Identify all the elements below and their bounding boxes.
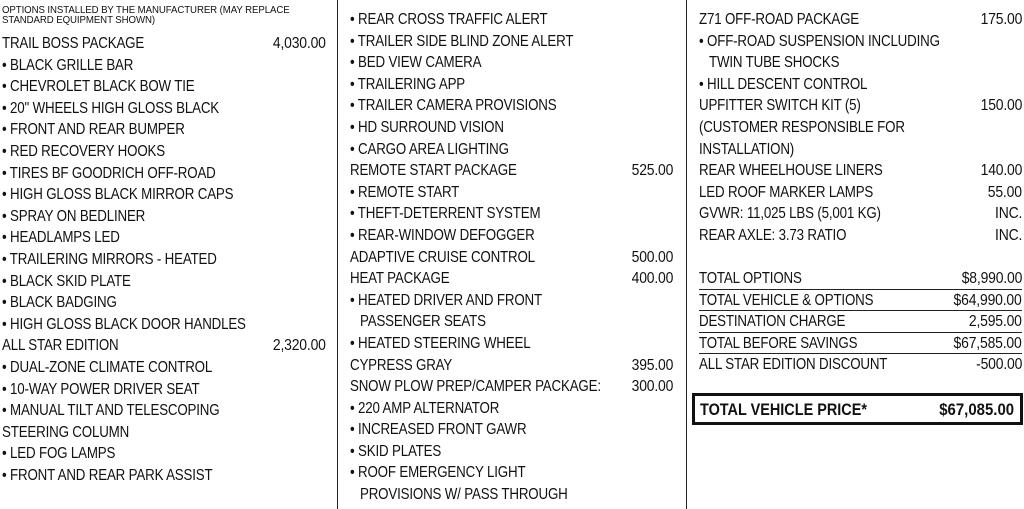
option-line [699,225,1022,247]
discount-label: ALL STAR EDITION DISCOUNT [699,356,888,373]
totals-section [699,268,1022,354]
option-text: • HEATED STEERING WHEEL [350,334,531,352]
option-line [2,465,326,487]
option-line [2,206,326,228]
option-line [2,379,326,401]
option-line [699,31,1022,53]
option-line [2,184,326,206]
option-line [350,139,673,161]
option-text: • HILL DESCENT CONTROL [699,75,868,93]
option-line [2,33,326,55]
option-line [350,441,673,463]
option-text: UPFITTER SWITCH KIT (5) [699,97,861,115]
option-text: CYPRESS GRAY [350,356,453,374]
total-vehicle-price-box [692,393,1023,425]
option-text: • HEATED DRIVER AND FRONT [350,291,542,309]
option-text: • SKID PLATES [350,442,442,460]
option-line [2,314,326,336]
column-divider [337,0,338,509]
option-price: 525.00 [631,162,673,180]
option-line [699,52,1022,74]
option-text: • TRAILERING APP [350,75,466,93]
option-text: PROVISIONS W/ PASS THROUGH [360,486,568,504]
option-line [2,119,326,141]
option-line [2,443,326,465]
option-text: • 20" WHEELS HIGH GLOSS BLACK [2,99,220,117]
option-price: 395.00 [631,356,673,374]
option-text: GVWR: 11,025 LBS (5,001 KG) [699,205,881,223]
option-line [350,95,673,117]
totals-list [699,268,1022,354]
option-line [2,357,326,379]
options-column-3 [699,9,1022,247]
option-text: • BED VIEW CAMERA [350,54,482,72]
option-line [699,182,1022,204]
totals-row [699,290,1022,312]
option-text: • TRAILERING MIRRORS - HEATED [2,250,217,268]
option-line [2,249,326,271]
option-line [350,419,673,441]
option-line [2,55,326,77]
option-price: 140.00 [980,162,1022,180]
totals-amount: $64,990.00 [953,291,1022,309]
totals-amount: $67,585.00 [953,334,1022,352]
options-list-3 [699,9,1022,247]
option-text: ALL STAR EDITION [2,337,119,355]
option-line [699,9,1022,31]
totals-label: TOTAL BEFORE SAVINGS [699,334,858,352]
option-price: 2,320.00 [273,337,326,355]
option-text: REAR WHEELHOUSE LINERS [699,162,883,180]
option-price: 400.00 [631,270,673,288]
totals-label: TOTAL OPTIONS [699,270,802,287]
option-text: • ROOF EMERGENCY LIGHT [350,464,526,482]
option-line [2,227,326,249]
option-line [699,74,1022,96]
option-line [350,160,673,182]
option-line [699,139,1022,161]
total-vehicle-price-label: TOTAL VEHICLE PRICE* [700,400,868,419]
option-text: • 220 AMP ALTERNATOR [350,399,500,417]
options-list-2 [350,9,673,506]
option-text: Z71 OFF-ROAD PACKAGE [699,11,860,28]
option-text: • TRAILER CAMERA PROVISIONS [350,97,557,115]
option-price: 500.00 [631,248,673,266]
option-line [350,290,673,312]
option-line [2,163,326,185]
option-line [350,484,673,506]
option-text: • BLACK GRILLE BAR [2,56,134,74]
option-line [350,268,673,290]
option-line [350,311,673,333]
option-line [350,203,673,225]
totals-amount: 2,595.00 [969,313,1022,331]
option-line [350,462,673,484]
option-line [699,203,1022,225]
option-line [350,247,673,269]
option-line [350,333,673,355]
option-text: HEAT PACKAGE [350,270,450,288]
option-text: • OFF-ROAD SUSPENSION INCLUDING [699,32,940,50]
option-text: • CARGO AREA LIGHTING [350,140,509,158]
option-line [2,141,326,163]
option-text: • BLACK SKID PLATE [2,272,131,290]
option-line [2,335,326,357]
option-text: • RED RECOVERY HOOKS [2,142,165,160]
option-line [2,98,326,120]
option-line [350,376,673,398]
option-text: • FRONT AND REAR BUMPER [2,121,185,139]
option-text: STEERING COLUMN [2,423,130,441]
option-line [350,182,673,204]
option-text: • TRAILER SIDE BLIND ZONE ALERT [350,32,574,50]
option-text: • BLACK BADGING [2,294,117,312]
option-line [350,52,673,74]
option-price: 4,030.00 [273,35,326,52]
option-line [2,271,326,293]
options-list-1 [2,33,326,486]
header-line-1: OPTIONS INSTALLED BY THE MANUFACTURER (MAY REPLACE [2,4,290,16]
discount-row [699,354,1022,376]
option-text: • TIRES BF GOODRICH OFF-ROAD [2,164,216,182]
option-price: INC. [994,226,1022,244]
option-text: INSTALLATION) [699,140,795,158]
totals-row [699,311,1022,333]
option-text: • 10-WAY POWER DRIVER SEAT [2,380,200,398]
totals-label: TOTAL VEHICLE & OPTIONS [699,291,874,309]
option-line [2,292,326,314]
option-text: (CUSTOMER RESPONSIBLE FOR [699,118,905,136]
column-divider [686,0,687,509]
header-line-2: STANDARD EQUIPMENT SHOWN) [2,14,155,26]
option-line [350,74,673,96]
discount-amount: -500.00 [975,356,1022,373]
option-text: TWIN TUBE SHOCKS [709,54,840,72]
option-price: 55.00 [987,183,1022,201]
option-line [2,422,326,444]
option-text: • HIGH GLOSS BLACK MIRROR CAPS [2,186,234,204]
totals-amount: $8,990.00 [961,270,1022,287]
totals-row [699,333,1022,355]
option-text: • REAR CROSS TRAFFIC ALERT [350,11,548,28]
option-line [350,225,673,247]
option-price: 175.00 [980,11,1022,28]
option-text: ADAPTIVE CRUISE CONTROL [350,248,535,266]
option-text: • REAR-WINDOW DEFOGGER [350,226,535,244]
option-text: TRAIL BOSS PACKAGE [2,35,145,52]
option-line [2,400,326,422]
option-line [350,117,673,139]
option-text: REMOTE START PACKAGE [350,162,517,180]
option-text: • FRONT AND REAR PARK ASSIST [2,466,213,484]
option-text: • HD SURROUND VISION [350,118,504,136]
options-header [2,5,300,29]
option-text: REAR AXLE: 3.73 RATIO [699,226,847,244]
option-line [350,9,673,31]
option-price: 300.00 [631,378,673,396]
option-line [350,398,673,420]
options-column-2 [350,9,673,506]
discount-row-wrap [699,354,1022,376]
option-text: LED ROOF MARKER LAMPS [699,183,874,201]
option-line [699,117,1022,139]
option-text: • HEADLAMPS LED [2,229,120,247]
option-price: 150.00 [980,97,1022,115]
totals-row [699,268,1022,290]
total-vehicle-price-amount: $67,085.00 [939,400,1014,419]
option-text: • DUAL-ZONE CLIMATE CONTROL [2,358,213,376]
totals-label: DESTINATION CHARGE [699,313,846,331]
option-text: • SPRAY ON BEDLINER [2,207,146,225]
option-price: INC. [994,205,1022,223]
option-text: PASSENGER SEATS [360,313,486,331]
option-line [350,355,673,377]
option-line [350,31,673,53]
option-text: • LED FOG LAMPS [2,445,116,463]
options-column-1 [2,0,326,486]
option-text: • MANUAL TILT AND TELESCOPING [2,402,220,420]
option-text: • INCREASED FRONT GAWR [350,421,527,439]
option-line [699,160,1022,182]
option-text: • CHEVROLET BLACK BOW TIE [2,78,195,96]
option-line [2,76,326,98]
option-text: • HIGH GLOSS BLACK DOOR HANDLES [2,315,246,333]
option-text: • THEFT-DETERRENT SYSTEM [350,205,541,223]
option-text: SNOW PLOW PREP/CAMPER PACKAGE: [350,378,601,396]
option-text: • REMOTE START [350,183,460,201]
option-line [699,95,1022,117]
